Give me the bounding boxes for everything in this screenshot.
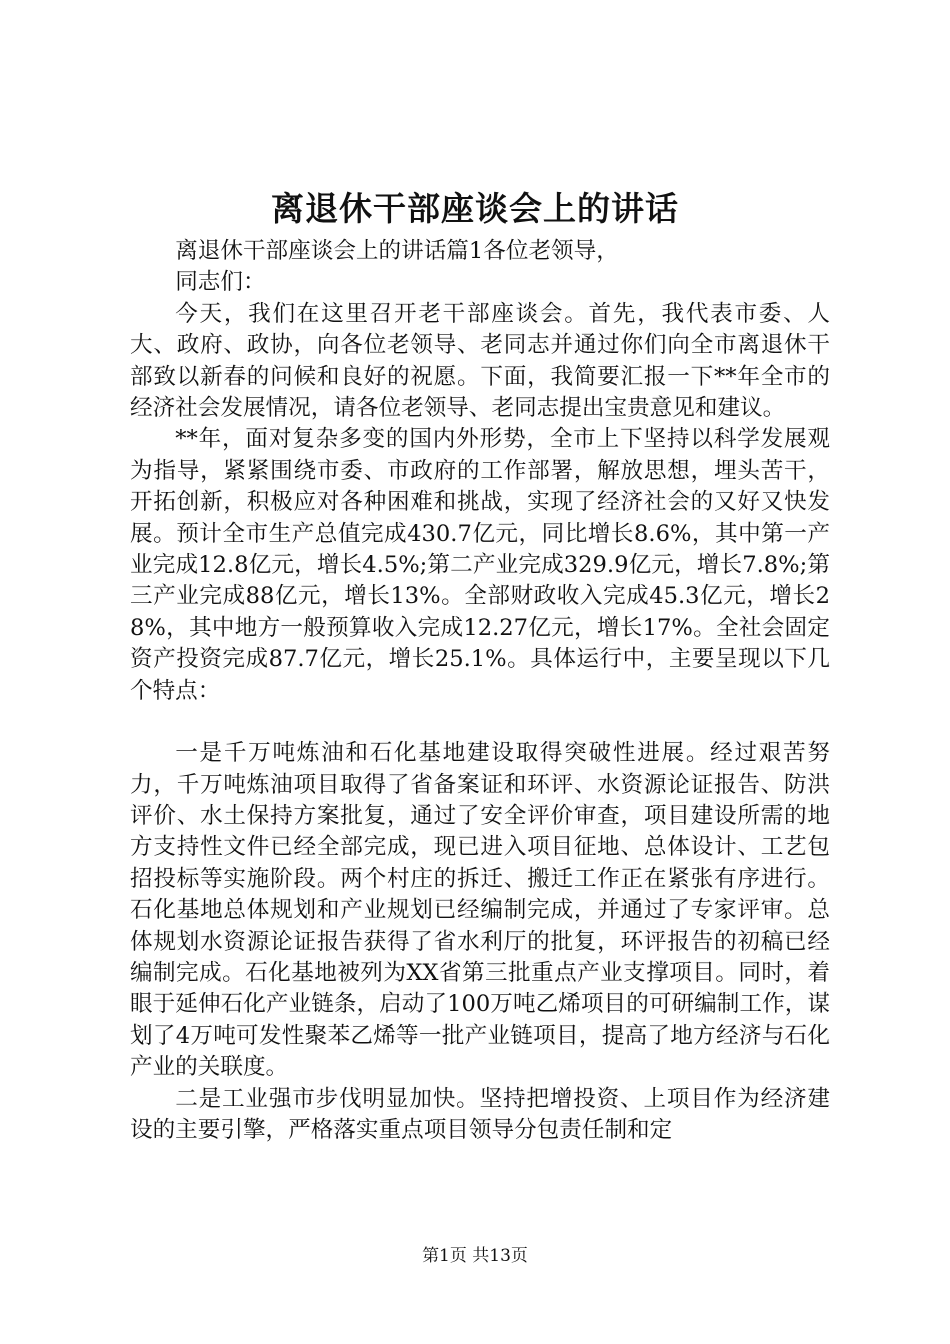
paragraph-salutation: 同志们：: [175, 269, 266, 296]
document-title: 离退休干部座谈会上的讲话: [271, 189, 679, 228]
document-body: [130, 236, 830, 1146]
paragraph-overview: **年，面对复杂多变的国内外形势，全市上下坚持以科学发展观为指导，紧紧围绕市委、市政府的工作部署，解放思想，埋头苦干，开拓创新，积极应对各种困难和挑战，实现了经济社会的又好又快发展。预计全市生产总值完成430.7亿元，同比增长8.6%，其中第一产业完成12.8亿元，增长4.5%;第二产业完成329.9亿元，增长7.8%;第三产业完成88亿元，增长13%。全部财政收入完成45.3亿元，增长28%，其中地方一般预算收入完成12.27亿元，增长17%。全社会固定资产投资完成87.7亿元，增长25.1%。具体运行中，主要呈现以下几个特点：: [130, 426, 830, 704]
paragraph-opening: 离退休干部座谈会上的讲话篇1各位老领导，: [175, 238, 619, 264]
paragraph-intro: 今天，我们在这里召开老干部座谈会。首先，我代表市委、人大、政府、政协，向各位老领导、老同志并通过你们向全市离退休干部致以新春的问候和良好的祝愿。下面，我简要汇报一下**年全市的经济社会发展情况，请各位老领导、老同志提出宝贵意见和建议。: [130, 300, 830, 422]
paragraph-point-two: 二是工业强市步伐明显加快。坚持把增投资、上项目作为经济建设的主要引擎，严格落实重点项目领导分包责任制和定: [130, 1085, 830, 1143]
paragraph-point-one: 一是千万吨炼油和石化基地建设取得突破性进展。经过艰苦努力，千万吨炼油项目取得了省备案证和环评、水资源论证报告、防洪评价、水土保持方案批复，通过了安全评价审查，项目建设所需的地方支持性文件已经全部完成，现已进入项目征地、总体设计、工艺包招投标等实施阶段。两个村庄的拆迁、搬迁工作正在紧张有序进行。石化基地总体规划和产业规划已经编制完成，并通过了专家评审。总体规划水资源论证报告获得了省水利厅的批复，环评报告的初稿已经编制完成。石化基地被列为XX省第三批重点产业支撑项目。同时，着眼于延伸石化产业链条，启动了100万吨乙烯项目的可研编制工作，谋划了4万吨可发性聚苯乙烯等一批产业链项目，提高了地方经济与石化产业的关联度。: [130, 740, 830, 1081]
page-footer: 第1页 共13页: [422, 1246, 528, 1266]
